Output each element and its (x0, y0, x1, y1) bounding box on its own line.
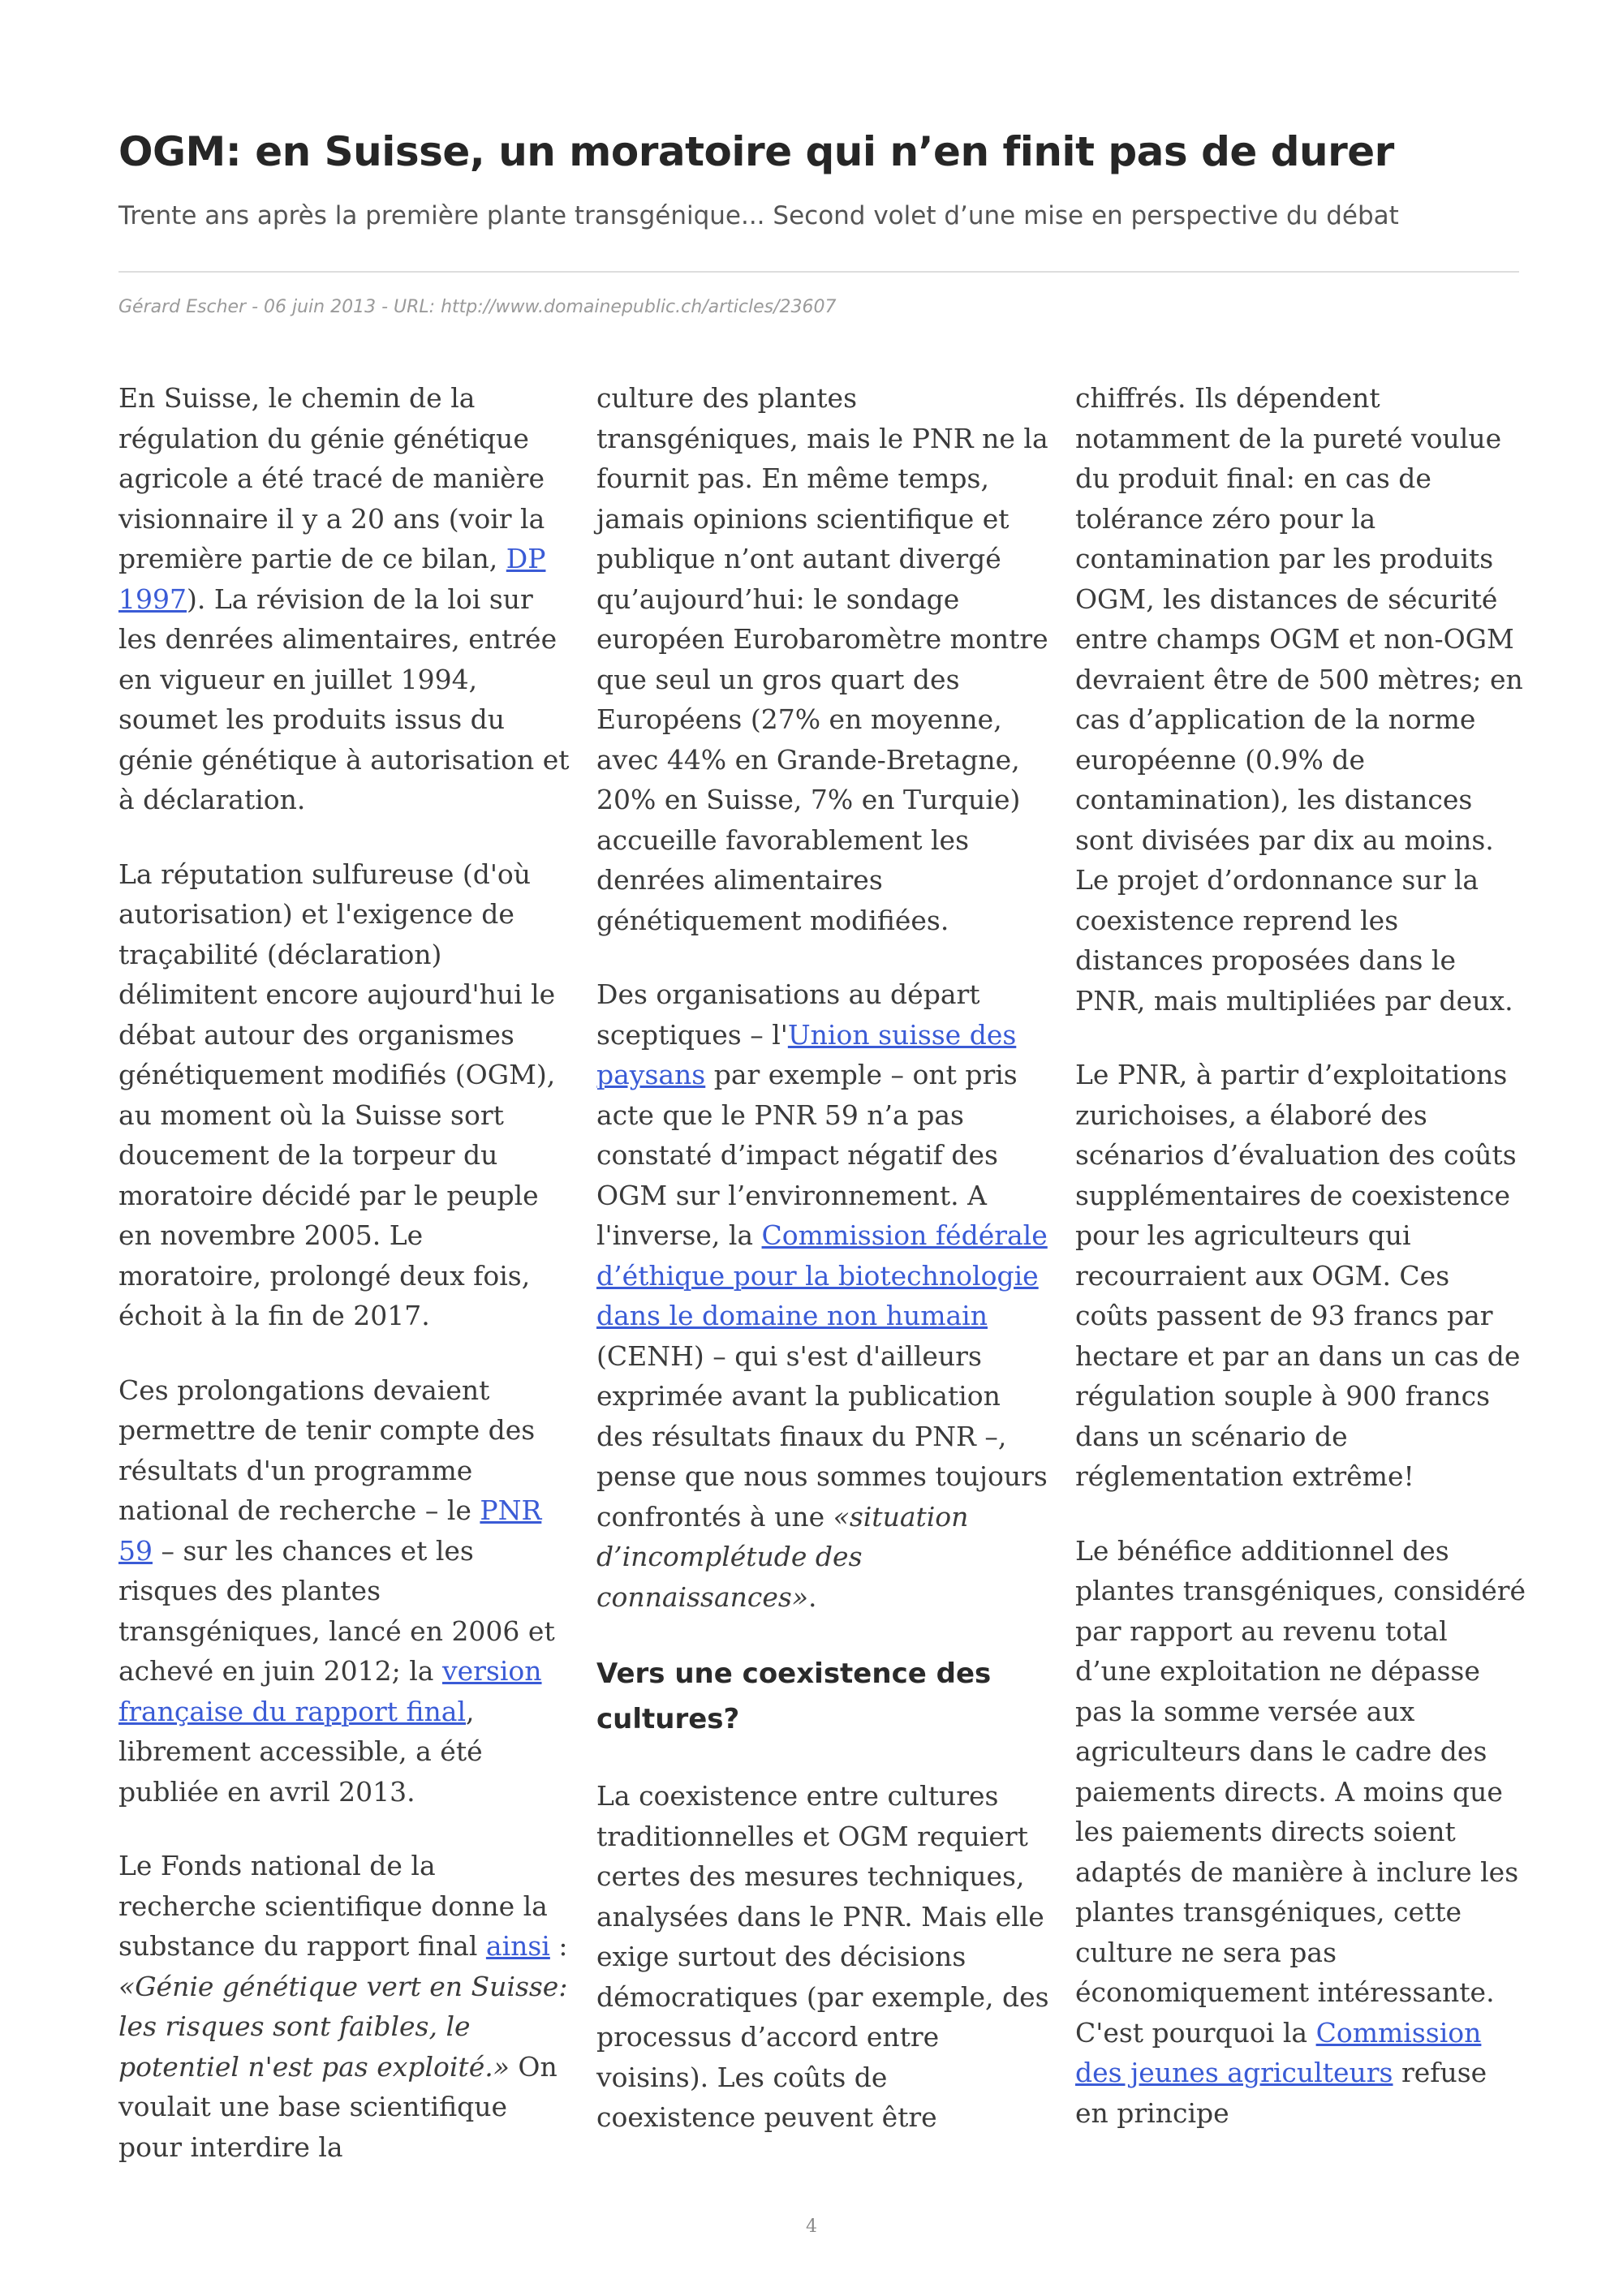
text-run: Des organisations au départ sceptiques – l' (596, 978, 980, 1051)
paragraph (118, 1370, 571, 1812)
link-dp-1997[interactable]: DP 1997 (118, 543, 546, 615)
text-run: – sur les chances et les risques des plantes transgéniques, lancé en 2006 et achevé en juin 2012; la (118, 1534, 555, 1687)
text-run: : (549, 1930, 568, 1962)
text-column-1 (118, 378, 571, 2201)
text-run: On voulait une base scientifique pour interdire la (118, 2050, 558, 2163)
text-run: , librement accessible, a été publiée en avril 2013. (118, 1695, 483, 1808)
text-run: par exemple – ont pris acte que le PNR 59 n’a pas constaté d’impact négatif des OGM sur l’environnement. A l'inverse, la (596, 1059, 1018, 1251)
article-title: OGM: en Suisse, un moratoire qui n’en finit pas de durer (118, 128, 1394, 175)
text-column-2 (596, 378, 1049, 2172)
paragraph: La réputation sulfureuse (d'où autorisation) et l'exigence de traçabilité (déclaration) délimitent encore aujourd'hui le débat autour des organismes génétiquement modifiés (OGM), au moment où la Suisse sort doucement de la torpeur du moratoire décidé par le peuple en novembre 2005. Le moratoire, prolongé deux fois, échoit à la fin de 2017. (118, 858, 556, 1331)
text-run: Le Fonds national de la recherche scientifique donne la substance du rapport final (118, 1850, 548, 1962)
paragraph: La coexistence entre cultures traditionnelles et OGM requiert certes des mesures techniques, analysées dans le PNR. Mais elle exige surtout des décisions démocratiques (par exemple, des processus d’accord entre voisins). Les coûts de coexistence peuvent être (596, 1780, 1049, 2133)
page-number: 4 (806, 2216, 817, 2237)
text-run: En Suisse, le chemin de la régulation du génie génétique agricole a été tracé de manière visionnaire il y a 20 ans (voir la première partie de ce bilan, (118, 382, 545, 574)
paragraph: Le PNR, à partir d’exploitations zurichoises, a élaboré des scénarios d’évaluation des coûts supplémentaires de coexistence pour les agriculteurs qui recourraient aux OGM. Ces coûts passent de 93 francs par hectare et par an dans un cas de régulation souple à 900 francs dans un scénario de réglementation extrême! (1075, 1059, 1521, 1492)
quote: «situation d’incomplétude des connaissances» (596, 1500, 969, 1613)
paragraph: culture des plantes transgéniques, mais le PNR ne la fournit pas. En même temps, jamais opinions scientifique et publique n’ont autant divergé qu’aujourd’hui: le sondage européen Eurobaromètre montre que seul un gros quart des Européens (27% en moyenne, avec 44% en Grande-Bretagne, 20% en Suisse, 7% en Turquie) accueille favorablement les denrées alimentaires génétiquement modifiées. (596, 382, 1048, 936)
paragraph (118, 1846, 571, 2167)
header-divider (118, 271, 1519, 273)
section-heading: Vers une coexistence des cultures? (596, 1658, 992, 1735)
link-union-suisse-des-paysans[interactable]: Union suisse des paysans (596, 1018, 1017, 1090)
paragraph: chiffrés. Ils dépendent notamment de la pureté voulue du produit final: en cas de tolérance zéro pour la contamination par les produits OGM, les distances de sécurité entre champs OGM et non-OGM devraient être de 500 mètres; en cas d’application de la norme européenne (0.9% de contamination), les distances sont divisées par dix au moins. Le projet d’ordonnance sur la coexistence reprend les distances proposées dans le PNR, mais multipliées par deux. (1075, 382, 1523, 1017)
link-rapport-final[interactable]: version française du rapport final (118, 1655, 542, 1727)
paragraph (1075, 1531, 1528, 2134)
article-subtitle: Trente ans après la première plante transgénique... Second volet d’une mise en perspective du débat (118, 201, 1399, 230)
link-commission-jeunes-agriculteurs[interactable]: Commission des jeunes agriculteurs (1075, 2016, 1482, 2088)
text-run: (CENH) – qui s'est d'ailleurs exprimée avant la publication des résultats finaux du PNR –, pense que nous sommes toujours confrontés à une (596, 1339, 1048, 1533)
paragraph (596, 974, 1049, 1617)
text-column-3 (1075, 378, 1528, 2167)
quote: «Génie génétique vert en Suisse: les risques sont faibles, le potentiel n'est pas exploité.» (118, 1970, 568, 2083)
text-run: Ces prolongations devaient permettre de tenir compte des résultats d'un programme national de recherche – le (118, 1374, 536, 1526)
link-pnr-59[interactable]: PNR 59 (118, 1494, 542, 1567)
link-commission-ethique[interactable]: Commission fédérale d’éthique pour la biotechnologie dans le domaine non humain (596, 1219, 1048, 1331)
text-run: Le bénéfice additionnel des plantes transgéniques, considéré par rapport au revenu total d’une exploitation ne dépasse pas la somme versée aux agriculteurs dans le cadre des paiements directs. A moins que les paiements directs soient adaptés de manière à inclure les plantes transgéniques, cette culture ne sera pas économiquement intéressante. C'est pourquoi la (1075, 1534, 1526, 2049)
article-meta: Gérard Escher - 06 juin 2013 - URL: http://www.domainepublic.ch/articles/23607 (118, 297, 837, 317)
paragraph (118, 378, 571, 820)
text-run: ). La révision de la loi sur les denrées alimentaires, entrée en vigueur en juillet 1994, soumet les produits issus du génie génétique à autorisation et à déclaration. (118, 583, 570, 815)
link-ainsi[interactable]: ainsi (485, 1930, 550, 1962)
text-run: refuse en principe (1075, 2057, 1487, 2129)
text-run: . (808, 1580, 817, 1613)
